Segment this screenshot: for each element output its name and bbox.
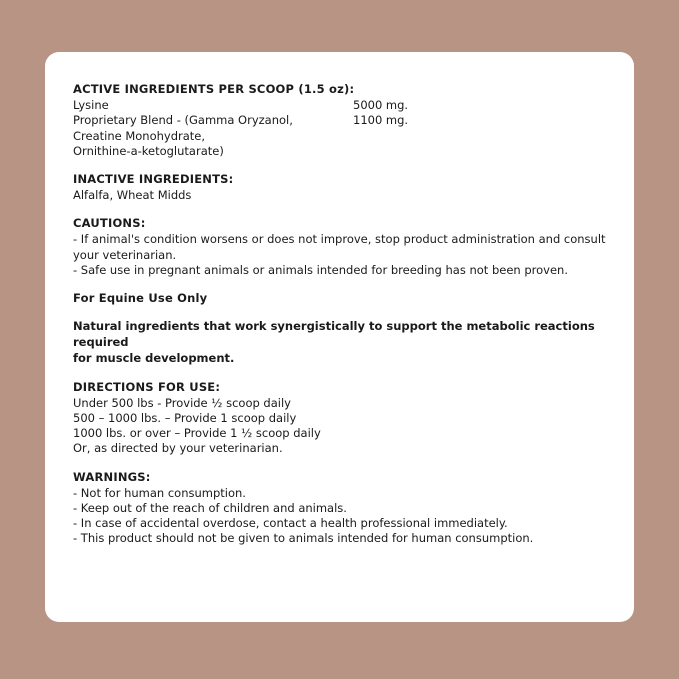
ingredient-amount: 1100 mg. xyxy=(353,113,409,128)
benefit-statement-section xyxy=(73,319,606,367)
cautions-section xyxy=(73,216,606,278)
warnings-line: - Not for human consumption. xyxy=(73,485,246,500)
warnings-line: - Keep out of the reach of children and animals. xyxy=(73,500,347,515)
ingredient-amount: 5000 mg. xyxy=(353,98,409,113)
product-label-card xyxy=(45,52,634,622)
cautions-line: your veterinarian. xyxy=(73,247,177,262)
active-ingredients-heading: ACTIVE INGREDIENTS PER SCOOP (1.5 oz): xyxy=(73,82,355,96)
inactive-ingredients-section xyxy=(73,172,606,203)
warnings-section xyxy=(73,470,606,547)
ingredient-name: Proprietary Blend - (Gamma Oryzanol, xyxy=(73,113,293,128)
benefit-line: for muscle development. xyxy=(73,350,235,365)
ingredient-continuation-line: Ornithine-a-ketoglutarate) xyxy=(73,143,224,158)
warnings-line: - This product should not be given to animals intended for human consumption. xyxy=(73,531,534,546)
ingredient-row xyxy=(73,98,606,113)
directions-heading: DIRECTIONS FOR USE: xyxy=(73,379,221,394)
cautions-line: - If animal's condition worsens or does not improve, stop product administration and consult xyxy=(73,232,606,247)
cautions-line: - Safe use in pregnant animals or animals intended for breeding has not been proven. xyxy=(73,262,569,277)
directions-line: 1000 lbs. or over – Provide 1 ½ scoop daily xyxy=(73,426,321,441)
warnings-line: - In case of accidental overdose, contact a health professional immediately. xyxy=(73,516,508,531)
ingredient-row xyxy=(73,113,606,128)
directions-section xyxy=(73,380,606,457)
label-content xyxy=(73,82,606,546)
ingredient-continuation-line: Creatine Monohydrate, xyxy=(73,128,206,143)
cautions-heading: CAUTIONS: xyxy=(73,216,146,231)
warnings-heading: WARNINGS: xyxy=(73,469,151,484)
directions-line: Or, as directed by your veterinarian. xyxy=(73,441,283,456)
equine-use-statement: For Equine Use Only xyxy=(73,290,208,305)
benefit-line: Natural ingredients that work synergistically to support the metabolic reactions required xyxy=(73,319,595,349)
inactive-ingredients-heading: INACTIVE INGREDIENTS: xyxy=(73,171,234,186)
inactive-ingredients-text: Alfalfa, Wheat Midds xyxy=(73,188,192,203)
equine-use-section xyxy=(73,291,606,306)
ingredient-name: Lysine xyxy=(73,98,109,113)
directions-line: 500 – 1000 lbs. – Provide 1 scoop daily xyxy=(73,410,297,425)
directions-line: Under 500 lbs - Provide ½ scoop daily xyxy=(73,395,291,410)
active-ingredients-section xyxy=(73,82,606,159)
